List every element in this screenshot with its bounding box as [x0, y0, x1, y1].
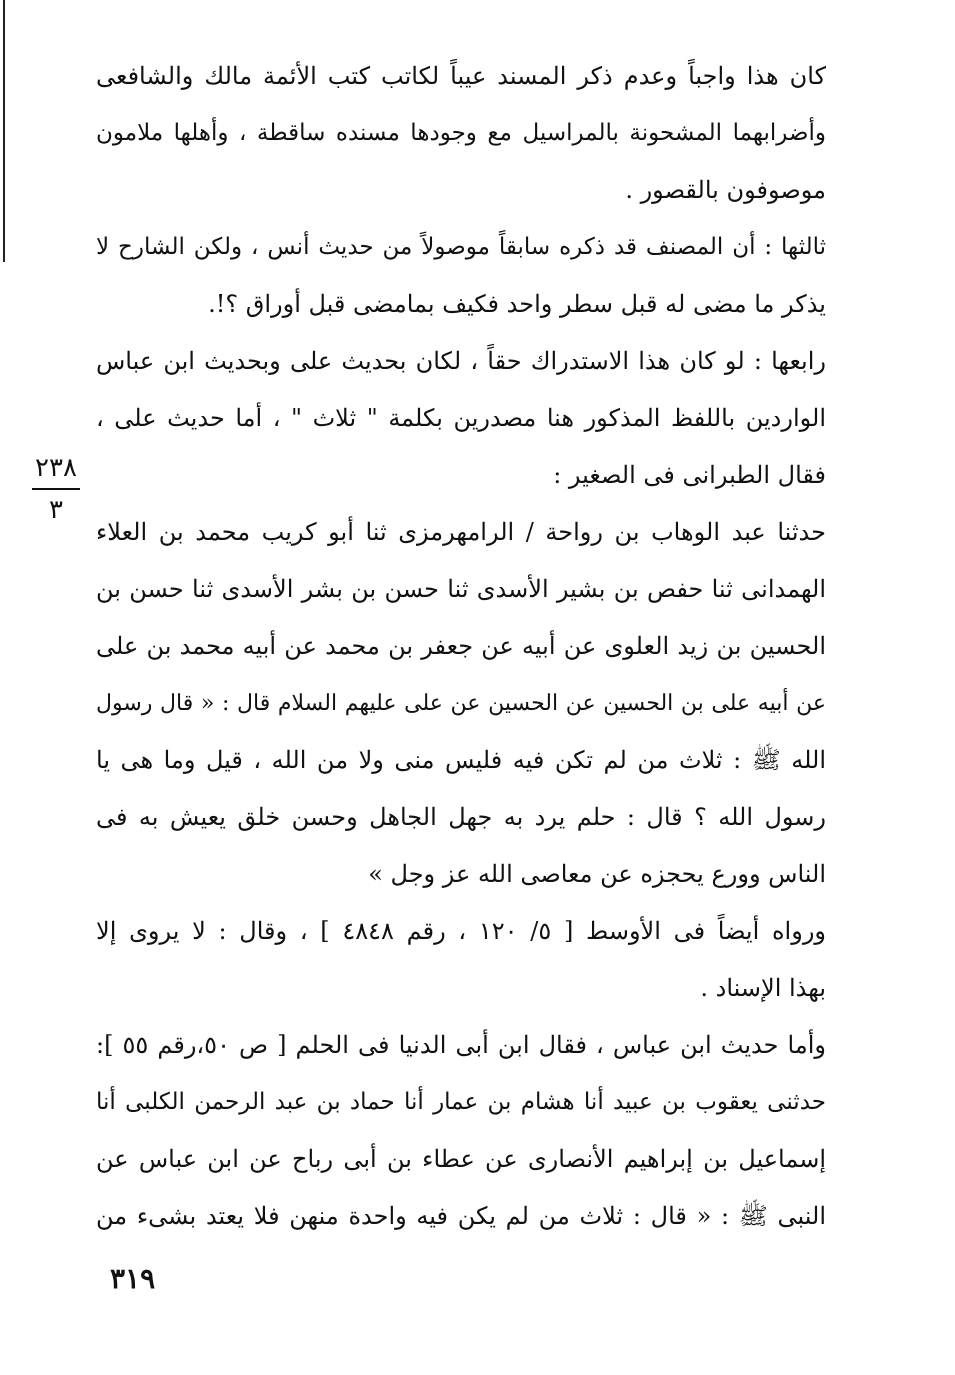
text-line-19: حدثنى يعقوب بن عبيد أنا هشام بن عمار أنا حماد بن عبد الرحمن الكلبى أنا	[96, 1089, 826, 1115]
text-line-12: عن أبيه على بن الحسين عن الحسين عن على عليهم السلام قال : « قال رسول	[96, 691, 826, 716]
text-line-1: كان هذا واجباً وعدم ذكر المسند عيباً لكاتب كتب الأئمة مالك والشافعى	[96, 62, 826, 90]
text-line-7: الواردين باللفظ المذكور هنا مصدرين بكلمة " ثلاث " ، أما حديث على ،	[96, 404, 826, 432]
text-line-9: حدثنا عبد الوهاب بن رواحة / الرامهرمزى ثنا أبو كريب محمد بن العلاء	[96, 518, 826, 546]
text-line-2: وأضرابهما المشحونة بالمراسيل مع وجودها مسنده ساقطة ، وأهلها ملامون	[96, 120, 826, 146]
text-line-13: الله ﷺ : ثلاث من لم تكن فيه فليس منى ولا من الله ، قيل وما هى يا	[96, 746, 826, 774]
text-line-11: الحسين بن زيد العلوى عن أبيه عن جعفر بن محمد عن أبيه محمد بن على	[96, 632, 826, 660]
margin-note-bottom: ٣	[49, 495, 63, 525]
text-line-15: الناس وورع يحجزه عن معاصى الله عز وجل »	[368, 860, 826, 888]
text-line-8: فقال الطبرانى فى الصغير :	[553, 461, 826, 489]
text-line-5: يذكر ما مضى له قبل سطر واحد فكيف بمامضى قبل أوراق ؟!.	[208, 290, 826, 318]
text-line-10: الهمدانى ثنا حفص بن بشير الأسدى ثنا حسن بن بشر الأسدى ثنا حسن بن	[96, 575, 826, 603]
page-number: ٣١٩	[110, 1262, 156, 1295]
text-line-18: وأما حديث ابن عباس ، فقال ابن أبى الدنيا فى الحلم [ ص ٥٠،رقم ٥٥ ]:	[96, 1031, 826, 1059]
margin-note-top: ٢٣٨	[35, 453, 77, 483]
margin-folio-note	[28, 450, 84, 528]
margin-note-divider	[32, 488, 80, 490]
text-line-6: رابعها : لو كان هذا الاستدراك حقاً ، لكان بحديث على وبحديث ابن عباس	[96, 347, 826, 375]
left-margin-rule	[3, 0, 5, 262]
text-line-20: إسماعيل بن إبراهيم الأنصارى عن عطاء بن أبى رباح عن ابن عباس عن	[96, 1145, 826, 1173]
text-line-21: النبى ﷺ : « قال : ثلاث من لم يكن فيه واحدة منهن فلا يعتد بشىء من	[96, 1202, 826, 1230]
text-line-17: بهذا الإسناد .	[700, 974, 826, 1002]
text-line-3: موصوفون بالقصور .	[625, 176, 826, 204]
text-line-14: رسول الله ؟ قال : حلم يرد به جهل الجاهل وحسن خلق يعيش به فى	[96, 803, 826, 831]
text-line-16: ورواه أيضاً فى الأوسط [ ٥/ ١٢٠ ، رقم ٤٨٤٨ ] ، وقال : لا يروى إلا	[96, 917, 826, 945]
page-text-body	[96, 48, 826, 1245]
text-line-4: ثالثها : أن المصنف قد ذكره سابقاً موصولاً من حديث أنس ، ولكن الشارح لا	[96, 234, 826, 260]
